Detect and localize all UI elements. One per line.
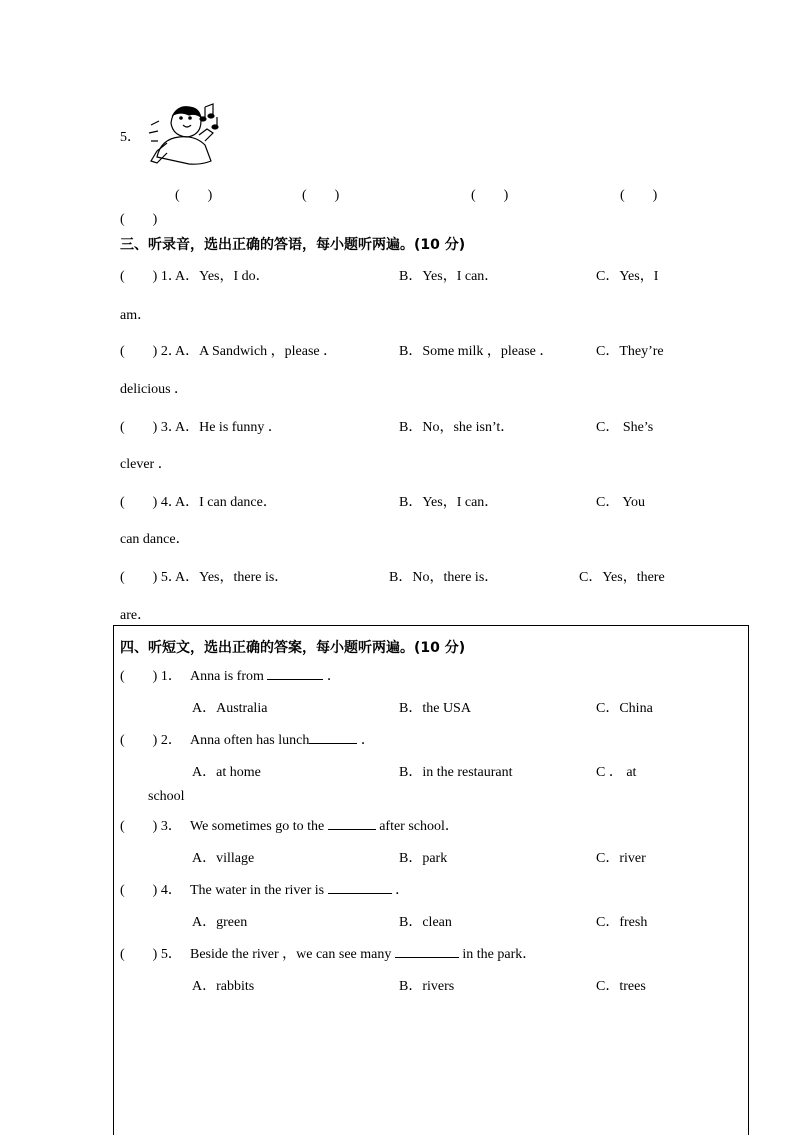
question-text-post: in the park．: [462, 947, 537, 962]
option-a: A．rabbits: [192, 979, 255, 994]
question-text: [190, 729, 375, 749]
option-a: A．Yes，there is．: [175, 570, 289, 585]
question-text: [190, 815, 459, 835]
option-c: C．trees: [596, 979, 646, 994]
option-c: C．Yes，I: [596, 269, 659, 284]
option-c: C． She’s: [596, 420, 654, 435]
question-text-post: after school．: [379, 819, 459, 834]
question-text-pre: We sometimes go to the: [190, 819, 325, 834]
option-a: A．Yes，I do．: [175, 269, 270, 284]
answer-blank[interactable]: [395, 945, 459, 958]
question-text-pre: The water in the river is: [190, 883, 325, 898]
option-b: B．No，she isn’t．: [399, 420, 515, 435]
option-a: A．at home: [192, 765, 261, 780]
question-number[interactable]: ( ) 1．: [120, 269, 182, 284]
option-a: A．He is funny ．: [175, 420, 282, 435]
answer-paren[interactable]: ( ): [120, 212, 158, 227]
option-a: A．green: [192, 915, 248, 930]
answer-paren[interactable]: ( ): [175, 188, 213, 203]
question-number[interactable]: ( ) 1．: [120, 669, 182, 684]
option-c-continued: are．: [120, 608, 152, 623]
question-number[interactable]: ( ) 3．: [120, 819, 182, 834]
option-b: B．park: [399, 851, 448, 866]
item-number: 5．: [120, 130, 141, 145]
option-c-continued: clever ．: [120, 457, 172, 472]
singing-boy-illustration: [143, 95, 233, 170]
option-a: A．A Sandwich ，please ．: [175, 344, 338, 359]
option-c: C ． at: [596, 765, 637, 780]
question-number[interactable]: ( ) 5．: [120, 570, 182, 585]
question-text-post: ．: [326, 669, 341, 684]
question-text-pre: Anna is from: [190, 669, 264, 684]
option-c-continued: can dance．: [120, 532, 190, 547]
question-text: [190, 879, 409, 899]
question-text: [190, 665, 341, 685]
answer-paren[interactable]: ( ): [302, 188, 340, 203]
question-text-pre: Beside the river ，we can see many: [190, 947, 392, 962]
option-c-continued: delicious ．: [120, 382, 189, 397]
question-text-post: ．: [395, 883, 410, 898]
question-text-pre: Anna often has lunch: [190, 733, 310, 748]
question-number[interactable]: ( ) 2．: [120, 733, 182, 748]
option-b: B．rivers: [399, 979, 455, 994]
option-c-continued: am．: [120, 308, 152, 323]
answer-paren[interactable]: ( ): [620, 188, 658, 203]
question-number[interactable]: ( ) 4．: [120, 883, 182, 898]
question-number[interactable]: ( ) 5．: [120, 947, 182, 962]
option-b: B．Yes，I can．: [399, 495, 499, 510]
option-c: C．Yes，there: [579, 570, 665, 585]
section4-heading: 四、听短文，选出正确的答案，每小题听两遍。(10 分): [120, 640, 466, 656]
option-a: A．village: [192, 851, 255, 866]
question-text-post: ．: [360, 733, 375, 748]
option-c: C．fresh: [596, 915, 648, 930]
answer-blank[interactable]: [328, 881, 392, 894]
question-text: [190, 943, 536, 963]
option-a: A．I can dance．: [175, 495, 277, 510]
option-b: B．No，there is．: [389, 570, 499, 585]
answer-blank[interactable]: [267, 667, 323, 680]
answer-blank[interactable]: [309, 731, 357, 744]
question-number[interactable]: ( ) 3．: [120, 420, 182, 435]
answer-blank[interactable]: [328, 817, 376, 830]
answer-paren[interactable]: ( ): [471, 188, 509, 203]
option-c: C． You: [596, 495, 646, 510]
option-b: B．Yes，I can．: [399, 269, 499, 284]
option-b: B．in the restaurant: [399, 765, 513, 780]
question-number[interactable]: ( ) 4．: [120, 495, 182, 510]
option-c: C．They’re: [596, 344, 664, 359]
option-c: C．China: [596, 701, 653, 716]
option-a: A．Australia: [192, 701, 268, 716]
option-c: C．river: [596, 851, 646, 866]
option-b: B．the USA: [399, 701, 471, 716]
option-b: B．clean: [399, 915, 452, 930]
option-c-continued: school: [148, 789, 185, 804]
question-number[interactable]: ( ) 2．: [120, 344, 182, 359]
option-b: B．Some milk ，please ．: [399, 344, 554, 359]
section3-heading: 三、听录音，选出正确的答语，每小题听两遍。(10 分): [120, 237, 466, 253]
